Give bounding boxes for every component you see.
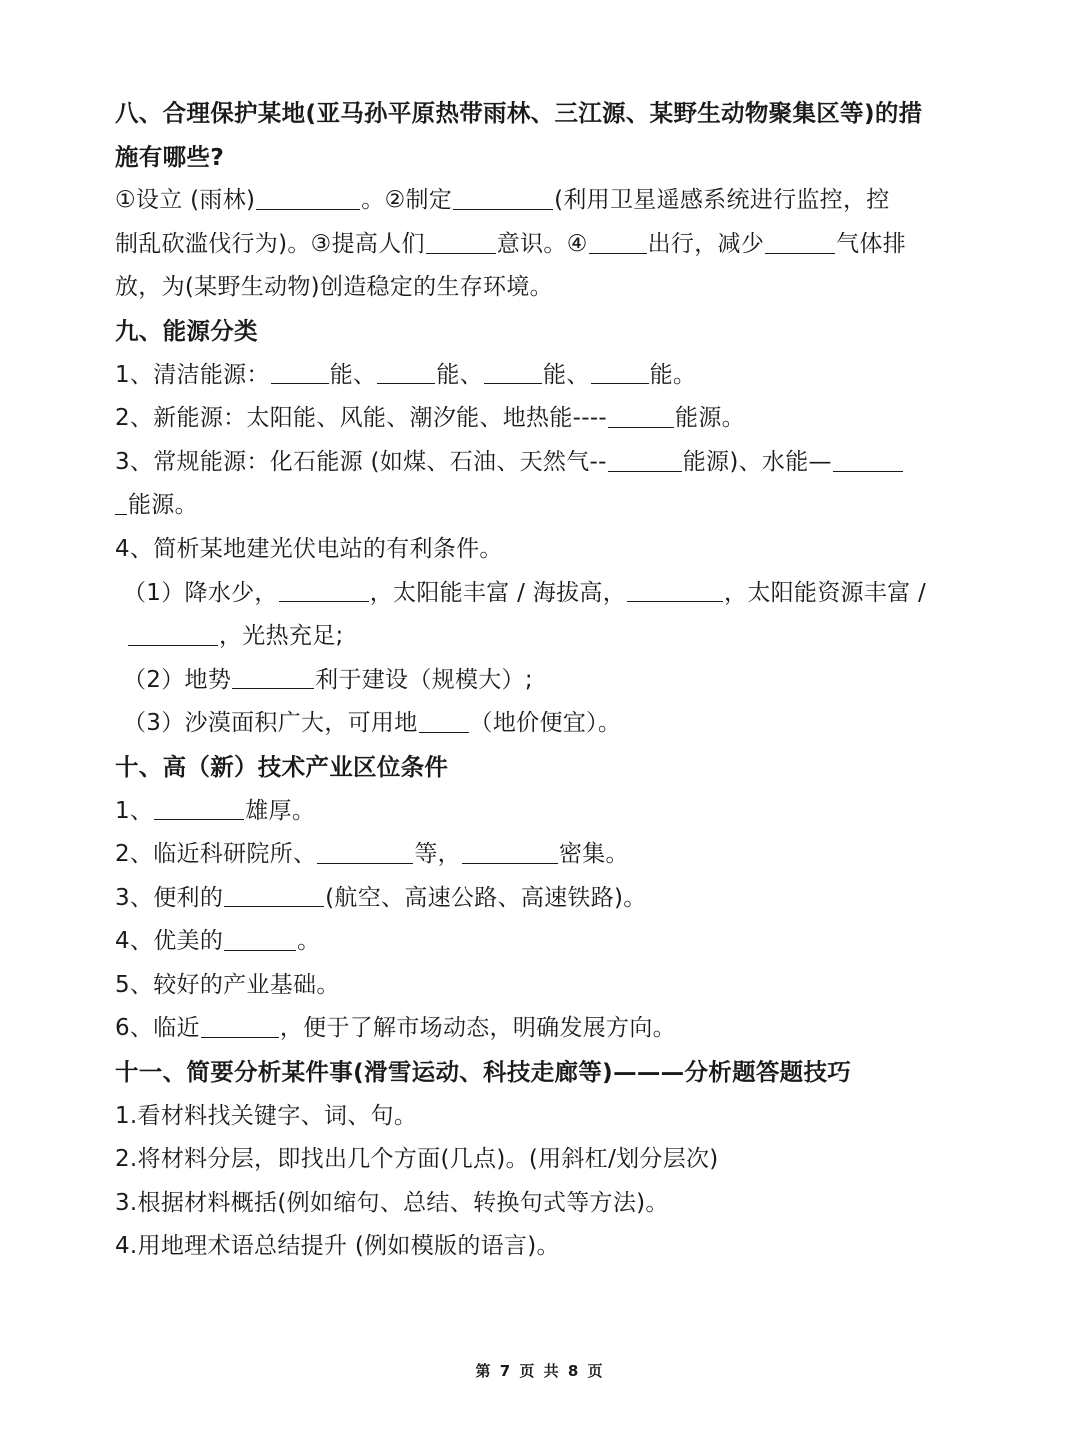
answer-blank (589, 230, 647, 254)
answer-blank (833, 448, 903, 472)
section-10-item-6: 6、临近 ，便于了解市场动态，明确发展方向。 (115, 1015, 676, 1042)
section-11-title: 十一、简要分析某件事(滑雪运动、科技走廊等)———分析题答题技巧 (115, 1058, 852, 1087)
section-9-item-4-3: （3）沙漠面积广大，可用地 （地价便宜）。 (123, 710, 622, 737)
answer-blank (115, 491, 127, 515)
section-10-item-2: 2、临近科研院所、 等， 密集。 (115, 841, 629, 868)
section-8-line-2: 制乱砍滥伐行为)。③提高人们 意识。④ 出行，减少 气体排 (115, 230, 907, 257)
answer-blank (608, 404, 674, 428)
section-9-item-4-2: （2）地势 利于建设（规模大）; (123, 666, 533, 693)
section-9-item-4-1: （1）降水少， ，太阳能丰富 / 海拔高， ，太阳能资源丰富 / (123, 579, 927, 606)
answer-blank (627, 578, 723, 602)
section-10-item-4: 4、优美的 。 (115, 928, 321, 955)
answer-blank (317, 840, 413, 864)
answer-blank (377, 360, 435, 384)
section-9-item-4: 4、简析某地建光伏电站的有利条件。 (115, 535, 503, 562)
answer-blank (591, 360, 649, 384)
answer-blank (765, 230, 835, 254)
answer-blank (224, 927, 296, 951)
section-8-title-cont: 施有哪些? (115, 142, 225, 171)
section-9-item-4-1-cont: ，光热充足; (115, 615, 985, 659)
section-8-line-1: ①设立 (雨林) 。②制定 (利用卫星遥感系统进行监控，控 (115, 187, 890, 214)
answer-blank (201, 1014, 279, 1038)
answer-blank (453, 186, 553, 210)
section-10-item-1: 1、 雄厚。 (115, 797, 316, 824)
answer-blank (462, 840, 558, 864)
answer-blank (271, 360, 329, 384)
answer-blank (279, 578, 369, 602)
answer-blank (128, 622, 218, 646)
section-10-item-3: 3、便利的 (航空、高速公路、高速铁路)。 (115, 884, 647, 911)
answer-blank (426, 230, 496, 254)
answer-blank (484, 360, 542, 384)
section-9-item-3-cont: 能源。 (115, 484, 985, 528)
answer-blank (224, 883, 324, 907)
answer-blank (419, 709, 469, 733)
answer-blank (256, 186, 360, 210)
section-9-item-3: 3、常规能源：化石能源 (如煤、石油、天然气-- 能源)、水能— (115, 441, 985, 485)
answer-blank (154, 796, 244, 820)
section-10-title: 十、高（新）技术产业区位条件 (115, 752, 449, 781)
answer-blank (608, 448, 682, 472)
section-11-item-3: 3.根据材料概括(例如缩句、总结、转换句式等方法)。 (115, 1189, 669, 1216)
section-9-item-1: 1、清洁能源： 能、 能、 能、 能。 (115, 361, 697, 388)
section-11-item-4: 4.用地理术语总结提升 (例如模版的语言)。 (115, 1233, 560, 1260)
section-11-item-1: 1.看材料找关键字、词、句。 (115, 1102, 418, 1129)
section-11-item-2: 2.将材料分层，即找出几个方面(几点)。(用斜杠/划分层次) (115, 1146, 719, 1173)
section-8-line-3: 放，为(某野生动物)创造稳定的生存环境。 (115, 274, 553, 301)
section-10-item-5: 5、较好的产业基础。 (115, 971, 340, 998)
answer-blank (232, 665, 314, 689)
section-8-title: 八、合理保护某地(亚马孙平原热带雨林、三江源、某野生动物聚集区等)的措 (115, 99, 923, 127)
page-number: 第 7 页 共 8 页 (475, 1362, 605, 1380)
section-9-title: 九、能源分类 (115, 316, 258, 345)
document-content (115, 92, 985, 1269)
section-9-item-2: 2、新能源：太阳能、风能、潮汐能、地热能---- 能源。 (115, 405, 745, 432)
